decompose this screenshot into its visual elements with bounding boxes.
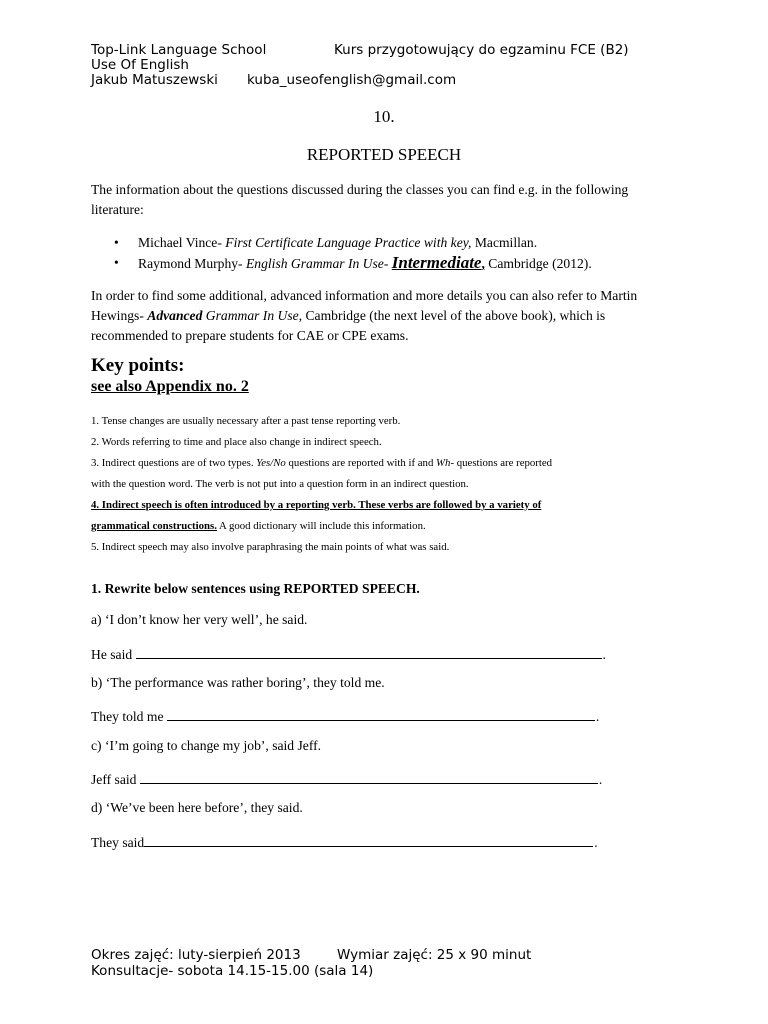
school-name: Top-Link Language School xyxy=(91,42,267,58)
bullet-icon: • xyxy=(114,255,119,270)
key-point-4-bold: grammatical constructions. xyxy=(91,520,217,532)
answer-end: . xyxy=(595,709,600,724)
more-info-paragraph xyxy=(91,286,671,346)
intro-paragraph: The information about the questions discussed during the classes you can find e.g. in the following literature: xyxy=(91,182,629,217)
course-hours: Wymiar zajęć: 25 x 90 minut xyxy=(337,947,532,963)
reference-author: Raymond Murphy- xyxy=(138,256,246,271)
teacher-email: kuba_useofenglish@gmail.com xyxy=(247,72,457,88)
reference-level: Intermediate xyxy=(391,253,482,272)
footer-line-1 xyxy=(91,947,532,964)
answer-line-d xyxy=(91,832,598,851)
key-point-3-text-2: questions are reported with if and xyxy=(285,457,437,469)
answer-blank[interactable] xyxy=(167,706,595,721)
wh-label: Wh xyxy=(436,457,451,469)
exercise-title: 1. Rewrite below sentences using REPORTED SPEECH. xyxy=(91,581,420,596)
key-point-3 xyxy=(91,453,671,474)
answer-prefix: They said xyxy=(91,835,145,850)
key-point-5: 5. Indirect speech may also involve paraphrasing the main points of what was said. xyxy=(91,541,450,553)
exercise-quote-b: b) ‘The performance was rather boring’, they told me. xyxy=(91,675,385,690)
reference-comma: , xyxy=(481,256,485,271)
answer-blank[interactable] xyxy=(140,769,598,784)
key-point-3-text: 3. Indirect questions are of two types. xyxy=(91,457,257,469)
answer-blank[interactable] xyxy=(144,832,593,847)
course-period: Okres zajęć: luty-sierpień 2013 xyxy=(91,947,301,963)
reference-list xyxy=(91,233,691,273)
answer-line-a xyxy=(91,644,606,663)
answer-line-b xyxy=(91,706,599,725)
bullet-icon: • xyxy=(114,235,119,250)
more-info-text-2: , Cambridge (the next level of the above book), which is recommended to prepare students for CAE or CPE exams. xyxy=(91,308,606,343)
course-name: Kurs przygotowujący do egzaminu FCE (B2) xyxy=(334,42,629,58)
answer-prefix: He said xyxy=(91,647,136,662)
teacher-name: Jakub Matuszewski xyxy=(91,72,218,88)
reference-book: English Grammar In Use- xyxy=(246,256,392,271)
key-point-3-continued: with the question word. The verb is not put into a question form in an indirect question. xyxy=(91,478,469,490)
subject-name: Use Of English xyxy=(91,57,189,73)
reference-author: Michael Vince- xyxy=(138,235,226,250)
lesson-number: 10. xyxy=(373,107,395,126)
exercise-quote-c: c) ‘I’m going to change my job’, said Jeff. xyxy=(91,738,322,753)
key-points-title: Key points: xyxy=(91,355,185,376)
more-info-text: In order to find some additional, advanced information and more details you can also refer to Martin Hewings- xyxy=(91,288,638,323)
reference-book: First Certificate Language Practice with key, xyxy=(225,235,472,250)
key-point-2: 2. Words referring to time and place also change in indirect speech. xyxy=(91,436,382,448)
reference-publisher: Cambridge (2012). xyxy=(484,256,592,271)
answer-line-c xyxy=(91,769,602,788)
reference-publisher: Macmillan. xyxy=(471,235,538,250)
answer-blank[interactable] xyxy=(136,644,602,659)
key-point-4-rest: A good dictionary will include this information. xyxy=(216,520,426,532)
header-line-3 xyxy=(91,72,457,89)
exercise-quote-d: d) ‘We’ve been here before’, they said. xyxy=(91,800,303,815)
answer-prefix: Jeff said xyxy=(91,772,140,787)
answer-end: . xyxy=(602,647,606,662)
answer-end: . xyxy=(594,835,598,850)
exercise-quote-a: a) ‘I don’t know her very well’, he said. xyxy=(91,612,308,627)
consultation-hours: Konsultacje- sobota 14.15-15.00 (sala 14) xyxy=(91,963,374,979)
answer-prefix: They told me xyxy=(91,709,167,724)
key-point-4-continued xyxy=(91,516,671,537)
key-points-subtitle: see also Appendix no. 2 xyxy=(91,378,249,395)
reference-item xyxy=(91,233,691,253)
advanced-label: Advanced xyxy=(147,308,203,323)
page-title: REPORTED SPEECH xyxy=(306,145,462,164)
yes-no-label: Yes/No xyxy=(256,457,286,469)
key-point-3-text-3: - questions are reported xyxy=(450,457,553,469)
answer-end: . xyxy=(598,772,603,787)
key-point-1: 1. Tense changes are usually necessary after a past tense reporting verb. xyxy=(91,415,401,427)
key-point-4: 4. Indirect speech is often introduced by a reporting verb. These verbs are followed by a variety of xyxy=(91,499,542,511)
book-title-rest: Grammar In Use xyxy=(202,308,299,323)
reference-item xyxy=(91,253,691,273)
